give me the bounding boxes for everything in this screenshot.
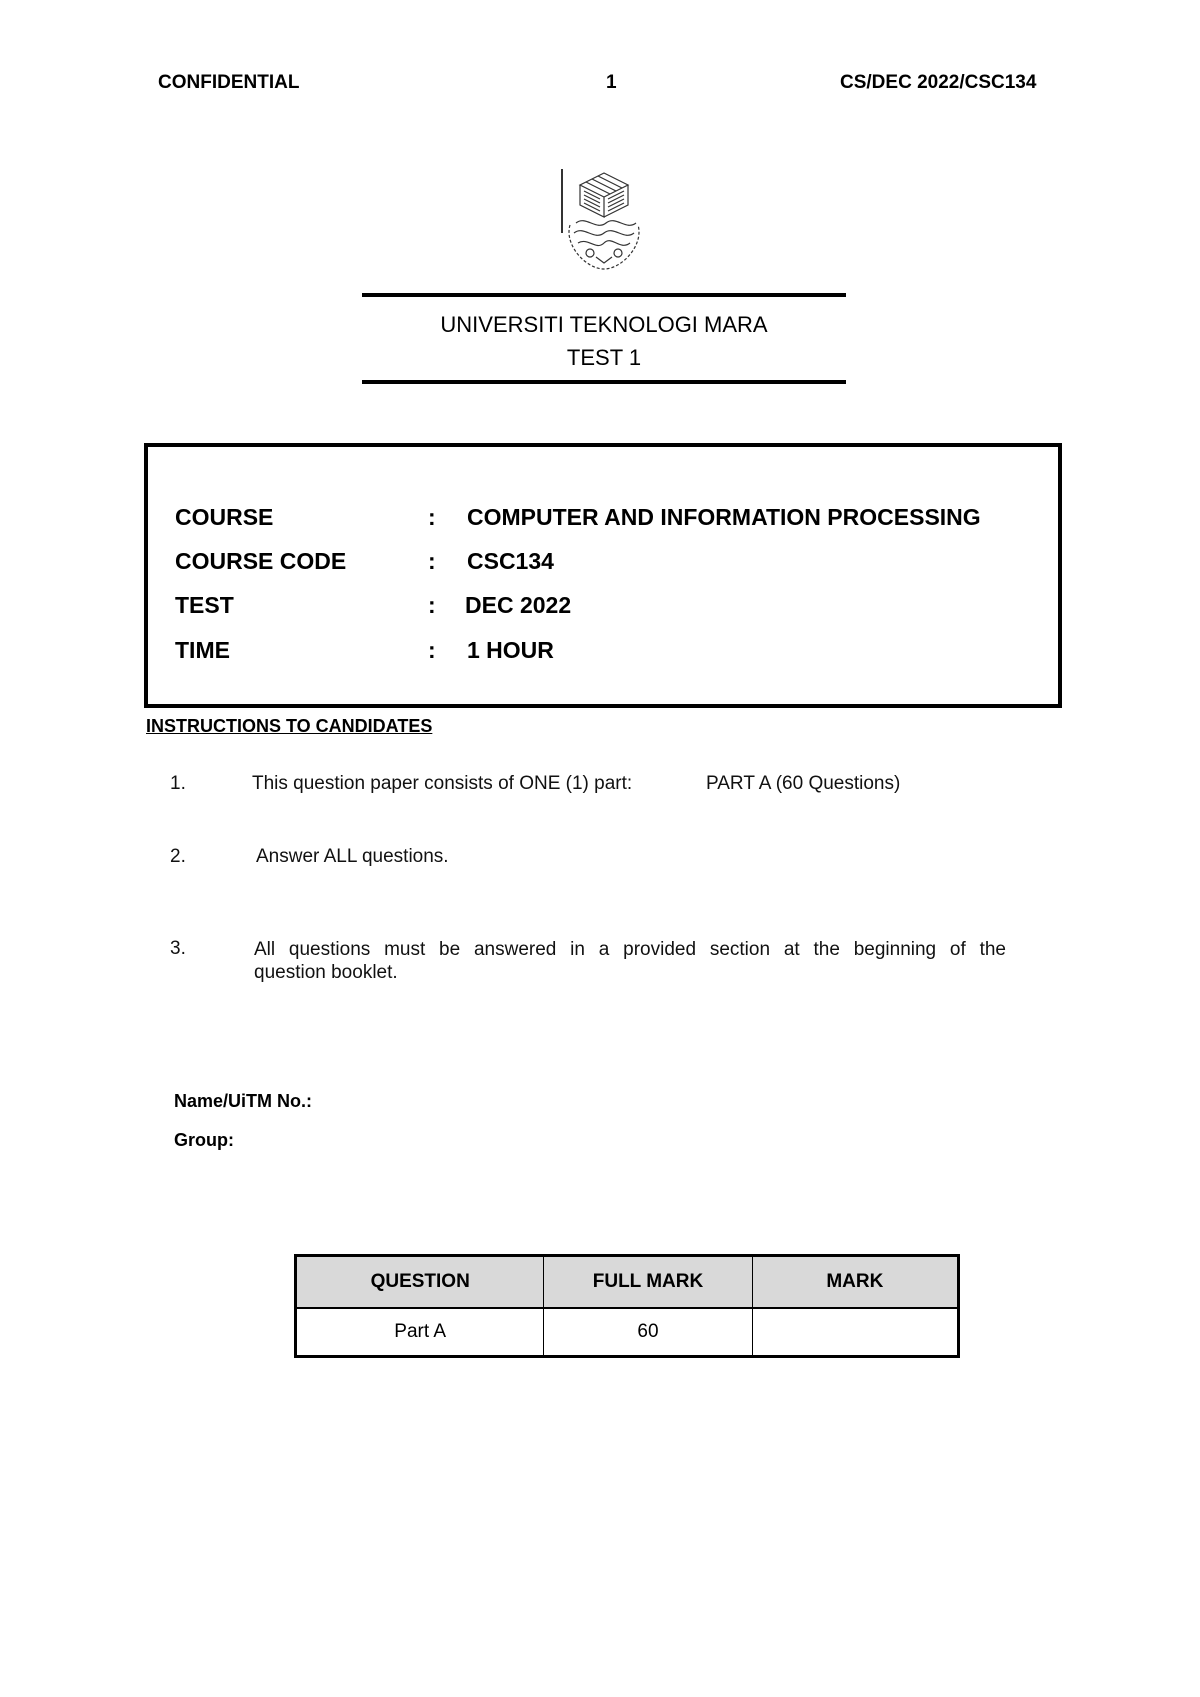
title-bottom-rule	[362, 380, 846, 384]
mark-column-header: MARK	[752, 1256, 958, 1309]
full-mark-column-header: FULL MARK	[544, 1256, 752, 1309]
test-label: TEST	[175, 592, 234, 618]
course-value: COMPUTER AND INFORMATION PROCESSING	[467, 504, 981, 530]
instruction-text-continued: question booklet.	[254, 962, 398, 983]
time-label: TIME	[175, 637, 230, 663]
course-code-value: CSC134	[467, 548, 554, 574]
university-crest-icon	[556, 165, 652, 275]
course-info-box	[144, 443, 1062, 708]
name-field-label: Name/UiTM No.:	[174, 1091, 313, 1111]
mark-cell	[752, 1308, 958, 1357]
instruction-text: Answer ALL questions.	[256, 846, 449, 867]
course-code-separator: :	[428, 548, 436, 574]
full-mark-cell: 60	[544, 1308, 752, 1357]
marks-table	[294, 1254, 960, 1358]
table-row	[296, 1308, 959, 1357]
instruction-number: 3.	[170, 938, 186, 959]
paper-code: CS/DEC 2022/CSC134	[840, 72, 1037, 93]
page-number: 1	[606, 72, 617, 93]
instruction-part-detail: PART A (60 Questions)	[706, 773, 901, 794]
title-block	[362, 308, 846, 374]
test-value: DEC 2022	[465, 592, 572, 618]
course-label: COURSE	[175, 504, 274, 530]
question-cell: Part A	[296, 1308, 544, 1357]
university-name: UNIVERSITI TEKNOLOGI MARA	[440, 312, 768, 337]
title-top-rule	[362, 293, 846, 297]
time-value: 1 HOUR	[467, 637, 554, 663]
course-code-label: COURSE CODE	[175, 548, 347, 574]
test-title: TEST 1	[566, 345, 642, 370]
instruction-text: This question paper consists of ONE (1) part:	[252, 773, 633, 794]
instruction-number: 1.	[170, 773, 186, 794]
instructions-heading: INSTRUCTIONS TO CANDIDATES	[146, 716, 433, 736]
confidential-label: CONFIDENTIAL	[158, 72, 300, 93]
marks-table-header-row	[296, 1256, 959, 1309]
group-field-label: Group:	[174, 1130, 234, 1150]
instruction-number: 2.	[170, 846, 186, 867]
instruction-text: All questions must be answered in a provided section at the beginning of the	[254, 939, 1006, 960]
course-separator: :	[428, 504, 436, 530]
question-column-header: QUESTION	[296, 1256, 544, 1309]
time-separator: :	[428, 637, 436, 663]
test-separator: :	[428, 592, 436, 618]
